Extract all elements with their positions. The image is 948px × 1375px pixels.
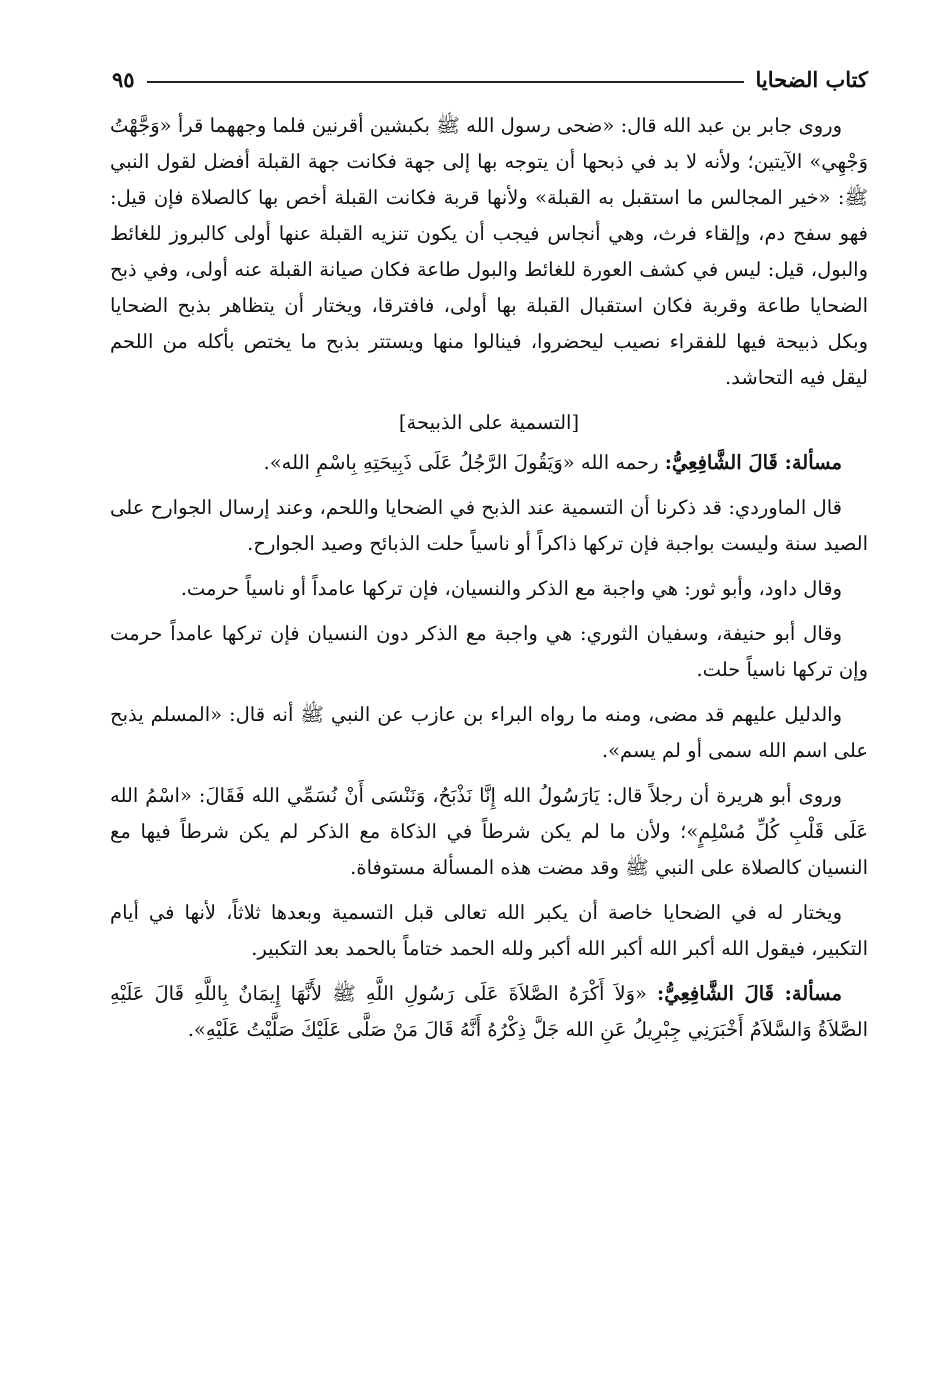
paragraph-takbir: ويختار له في الضحايا خاصة أن يكبر الله تعالى قبل التسمية وبعدها ثلاثاً، لأنها في أيام التكبير، فيقول الله أكبر الله أكبر الله أكبر ولله الحمد ختاماً بالحمد بعد التكبير. xyxy=(110,901,868,960)
masala-text: «وَلاَ أَكْرَهُ الصَّلاَةَ عَلَى رَسُولِ اللَّهِ ﷺ لأَنَّهَا إِيمَانٌ بِاللَّهِ قَالَ عَلَيْهِ الصَّلاَةُ وَالسَّلاَمُ أَخْبَرَنِي جِبْرِيلُ عَنِ الله جَلَّ ذِكْرُهُ أَنَّهُ قَالَ مَنْ صَلَّى عَلَيْكَ صَلَّيْتُ عَلَيْهِ». xyxy=(110,982,868,1041)
paragraph-dawud: وقال داود، وأبو ثور: هي واجبة مع الذكر والنسيان، فإن تركها عامداً أو ناسياً حرمت. xyxy=(180,577,842,600)
paragraph-bara-narration: والدليل عليهم قد مضى، ومنه ما رواه البراء بن عازب عن النبي ﷺ أنه قال: «المسلم يذبح على اسم الله سمى أو لم يسم». xyxy=(110,703,868,762)
masala-salat-nabi xyxy=(110,976,868,1048)
paragraph-abu-hurayra: وروى أبو هريرة أن رجلاً قال: يَارَسُولُ الله إِنَّا نَذْبَحُ، وَنَنْسَى أَنْ نُسَمِّي الله فَقَالَ: «اسْمُ الله عَلَى قَلْبِ كُلِّ مُسْلِمٍ»؛ ولأن ما لم يكن شرطاً في الذكاة مع الذكر لم يكن شرطاً فيها مع النسيان كالصلاة على النبي ﷺ وقد مضت هذه المسألة مستوفاة. xyxy=(110,784,868,879)
masala-label: مسألة: قَالَ الشَّافِعِيُّ: xyxy=(657,982,843,1005)
page-number: ٩٥ xyxy=(112,66,135,92)
paragraph-mawardi: قال الماوردي: قد ذكرنا أن التسمية عند الذبح في الضحايا واللحم، وعند إرسال الجوارح على الصيد سنة وليست بواجبة فإن تركها ذاكراً أو ناسياً حلت الذبائح وصيد الجوارح. xyxy=(110,496,868,555)
running-title: كتاب الضحايا xyxy=(755,66,868,92)
paragraph-abu-hanifa: وقال أبو حنيفة، وسفيان الثوري: هي واجبة مع الذكر دون النسيان فإن تركها عامداً حرمت وإن تركها ناسياً حلت. xyxy=(110,622,868,681)
page-header xyxy=(112,62,868,96)
masala-text: رحمه الله «وَيَقُولَ الرَّجُلُ عَلَى ذَبِيحَتِهِ بِاسْمِ الله». xyxy=(263,451,659,474)
masala-label: مسألة: قَالَ الشَّافِعِيُّ: xyxy=(664,451,842,474)
section-heading: [التسمية على الذبيحة] xyxy=(398,411,580,434)
paragraph-jabir-narration: وروى جابر بن عبد الله قال: «ضحى رسول الله ﷺ بكبشين أقرنين فلما وجههما قرأ «وَجَّهْتُ وَجْهِي» الآيتين؛ ولأنه لا بد في ذبحها أن يتوجه بها إلى جهة فكانت جهة القبلة أفضل لقول النبي ﷺ: «خير المجالس ما استقبل به القبلة» ولأنها قربة فكانت القبلة أخص بها كالصلاة فإن قيل: فهو سفح دم، وإلقاء فرث، وهي أنجاس فيجب أن يكون تنزيه القبلة عنها أولى كالبروز للغائط والبول، قيل: ليس في كشف العورة للغائط والبول طاعة فكان صيانة القبلة عنه أولى، وفي ذبح الضحايا طاعة وقربة فكان استقبال القبلة بها أولى، فافترقا، ويختار أن يتظاهر بذبح الضحايا وبكل ذبيحة فيها للفقراء نصيب ليحضروا، فينالوا منها ويستتر بذبح ما يختص بأكله من اللحم ليقل فيه التحاشد. xyxy=(110,114,868,389)
masala-tasmiya xyxy=(110,445,868,481)
header-rule xyxy=(147,81,744,83)
page-body xyxy=(110,108,868,1057)
